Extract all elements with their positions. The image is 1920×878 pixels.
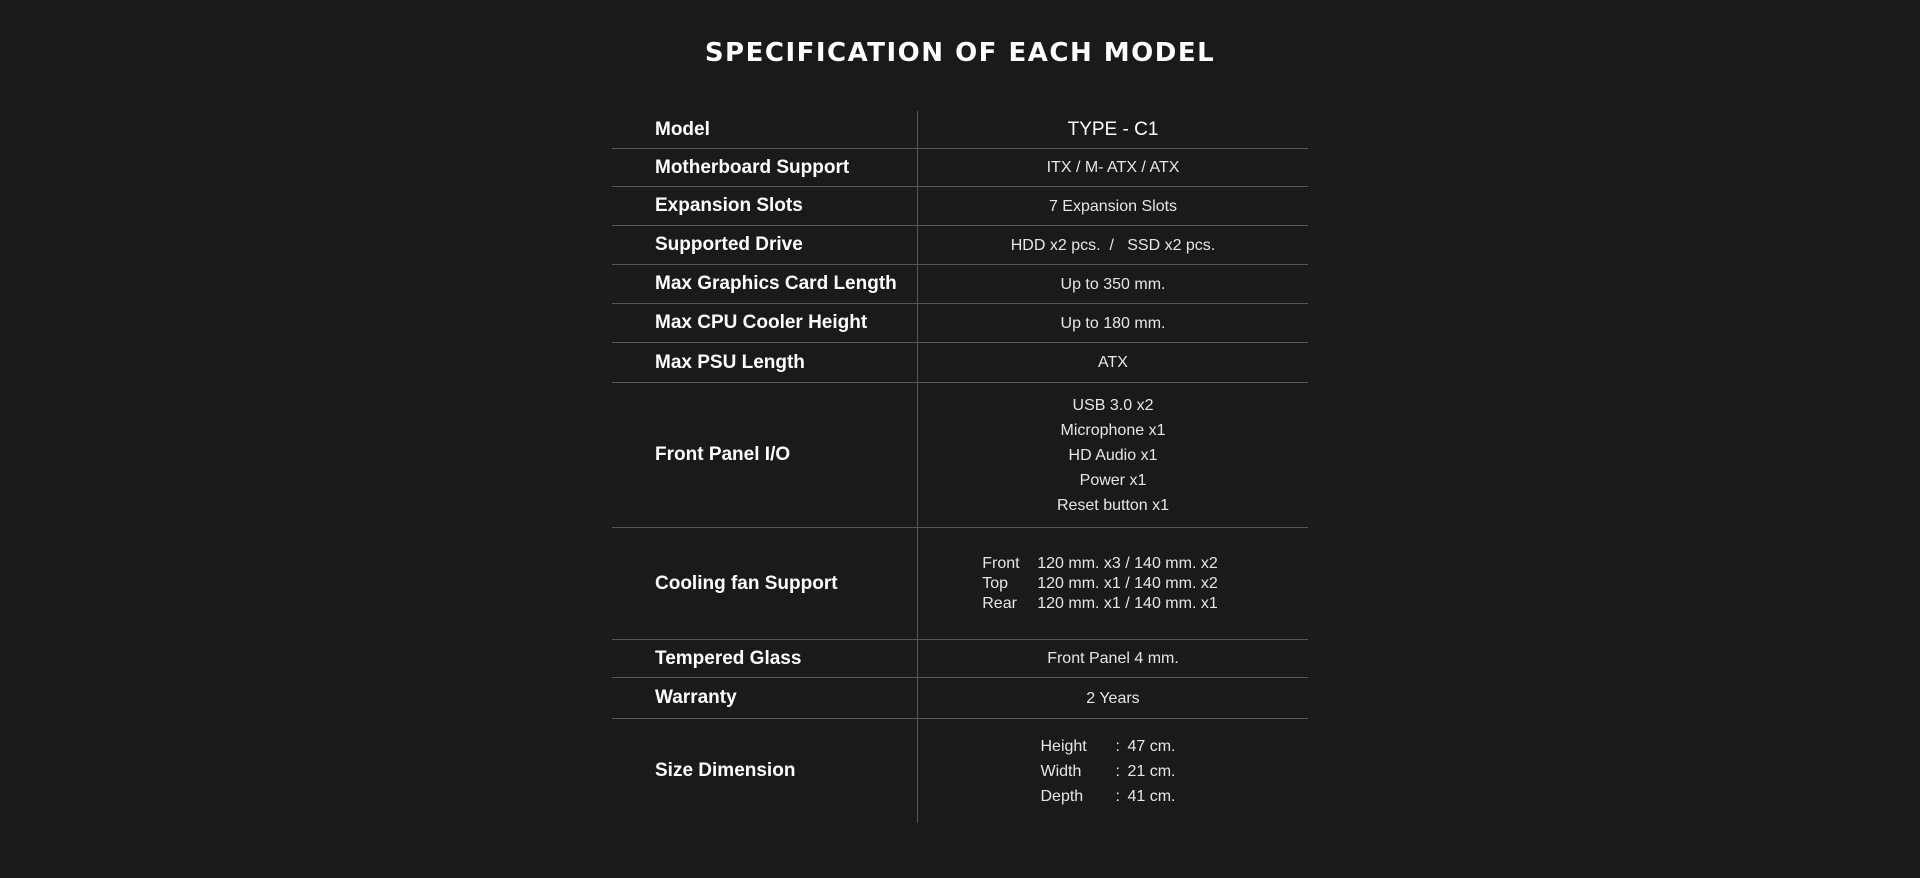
spec-label: Max CPU Cooler Height — [612, 304, 918, 342]
warranty-value: 2 Years — [1086, 689, 1140, 707]
spec-value — [918, 149, 1308, 186]
expansion-value: 7 Expansion Slots — [1048, 197, 1178, 215]
model-value: TYPE - C1 — [1067, 119, 1159, 140]
spec-row-motherboard — [612, 149, 1308, 187]
spec-label: Warranty — [612, 678, 918, 718]
fan-position: Rear — [982, 594, 1017, 612]
spec-label: Cooling fan Support — [612, 528, 918, 639]
dimension-name: Width — [1040, 762, 1082, 780]
dimension-value: 47 cm. — [1127, 737, 1176, 755]
page-title: SPECIFICATION OF EACH MODEL — [704, 38, 1216, 68]
spec-row-io — [612, 383, 1308, 528]
dimension-colon: : — [1115, 737, 1120, 755]
psu-value: ATX — [1098, 354, 1128, 371]
fan-position: Front — [982, 554, 1020, 572]
dimension-name: Depth — [1040, 787, 1084, 805]
io-item: Reset button x1 — [1056, 496, 1170, 514]
motherboard-value: ITX / M- ATX / ATX — [1046, 159, 1180, 176]
spec-value — [918, 226, 1308, 264]
io-item: HD Audio x1 — [1068, 446, 1158, 464]
spec-value — [918, 265, 1308, 303]
fan-line — [982, 554, 1218, 574]
spec-value — [918, 304, 1308, 342]
spec-value — [918, 383, 1308, 527]
dimension-value: 41 cm. — [1127, 787, 1176, 805]
spec-value — [918, 678, 1308, 718]
spec-row-glass — [612, 640, 1308, 678]
cpu-value: Up to 180 mm. — [1060, 314, 1166, 332]
fan-line — [982, 594, 1218, 614]
spec-label: Max PSU Length — [612, 343, 918, 382]
gpu-value: Up to 350 mm. — [1060, 275, 1166, 293]
fan-spec: 120 mm. x1 / 140 mm. x2 — [1037, 574, 1218, 592]
drive-value: HDD x2 pcs. / SSD x2 pcs. — [1010, 236, 1216, 254]
spec-label: Supported Drive — [612, 226, 918, 264]
spec-label: Model — [612, 111, 918, 148]
spec-row-fan — [612, 528, 1308, 640]
io-item: Microphone x1 — [1060, 421, 1166, 439]
spec-row-size — [612, 719, 1308, 823]
dimension-value: 21 cm. — [1127, 762, 1176, 780]
spec-row-gpu — [612, 265, 1308, 304]
spec-row-warranty — [612, 678, 1308, 719]
spec-value — [918, 343, 1308, 382]
dimension-name: Height — [1040, 737, 1087, 755]
fan-line — [982, 574, 1218, 594]
spec-value — [918, 640, 1308, 677]
spec-value — [918, 719, 1308, 823]
spec-row-expansion — [612, 187, 1308, 226]
spec-row-psu — [612, 343, 1308, 383]
spec-label: Size Dimension — [612, 719, 918, 823]
spec-row-drive — [612, 226, 1308, 265]
dimension-line — [1040, 759, 1175, 784]
io-item: Power x1 — [1079, 471, 1147, 489]
dimension-list — [1040, 734, 1176, 809]
dimension-line — [1040, 734, 1175, 759]
fan-spec: 120 mm. x1 / 140 mm. x1 — [1037, 594, 1218, 612]
spec-value — [918, 111, 1308, 148]
io-item: USB 3.0 x2 — [1072, 396, 1154, 414]
spec-label: Expansion Slots — [612, 187, 918, 225]
spec-table — [612, 111, 1308, 823]
spec-label: Tempered Glass — [612, 640, 918, 677]
fan-spec: 120 mm. x3 / 140 mm. x2 — [1037, 554, 1218, 572]
dimension-colon: : — [1115, 762, 1120, 780]
fan-list — [982, 554, 1218, 614]
spec-value — [918, 528, 1308, 639]
spec-row-cpu — [612, 304, 1308, 343]
dimension-colon: : — [1115, 787, 1120, 805]
glass-value: Front Panel 4 mm. — [1047, 650, 1179, 667]
spec-label: Motherboard Support — [612, 149, 918, 186]
spec-label: Front Panel I/O — [612, 383, 918, 527]
fan-position: Top — [982, 574, 1009, 592]
spec-label: Max Graphics Card Length — [612, 265, 918, 303]
spec-row-model — [612, 111, 1308, 149]
dimension-line — [1040, 784, 1175, 809]
spec-value — [918, 187, 1308, 225]
